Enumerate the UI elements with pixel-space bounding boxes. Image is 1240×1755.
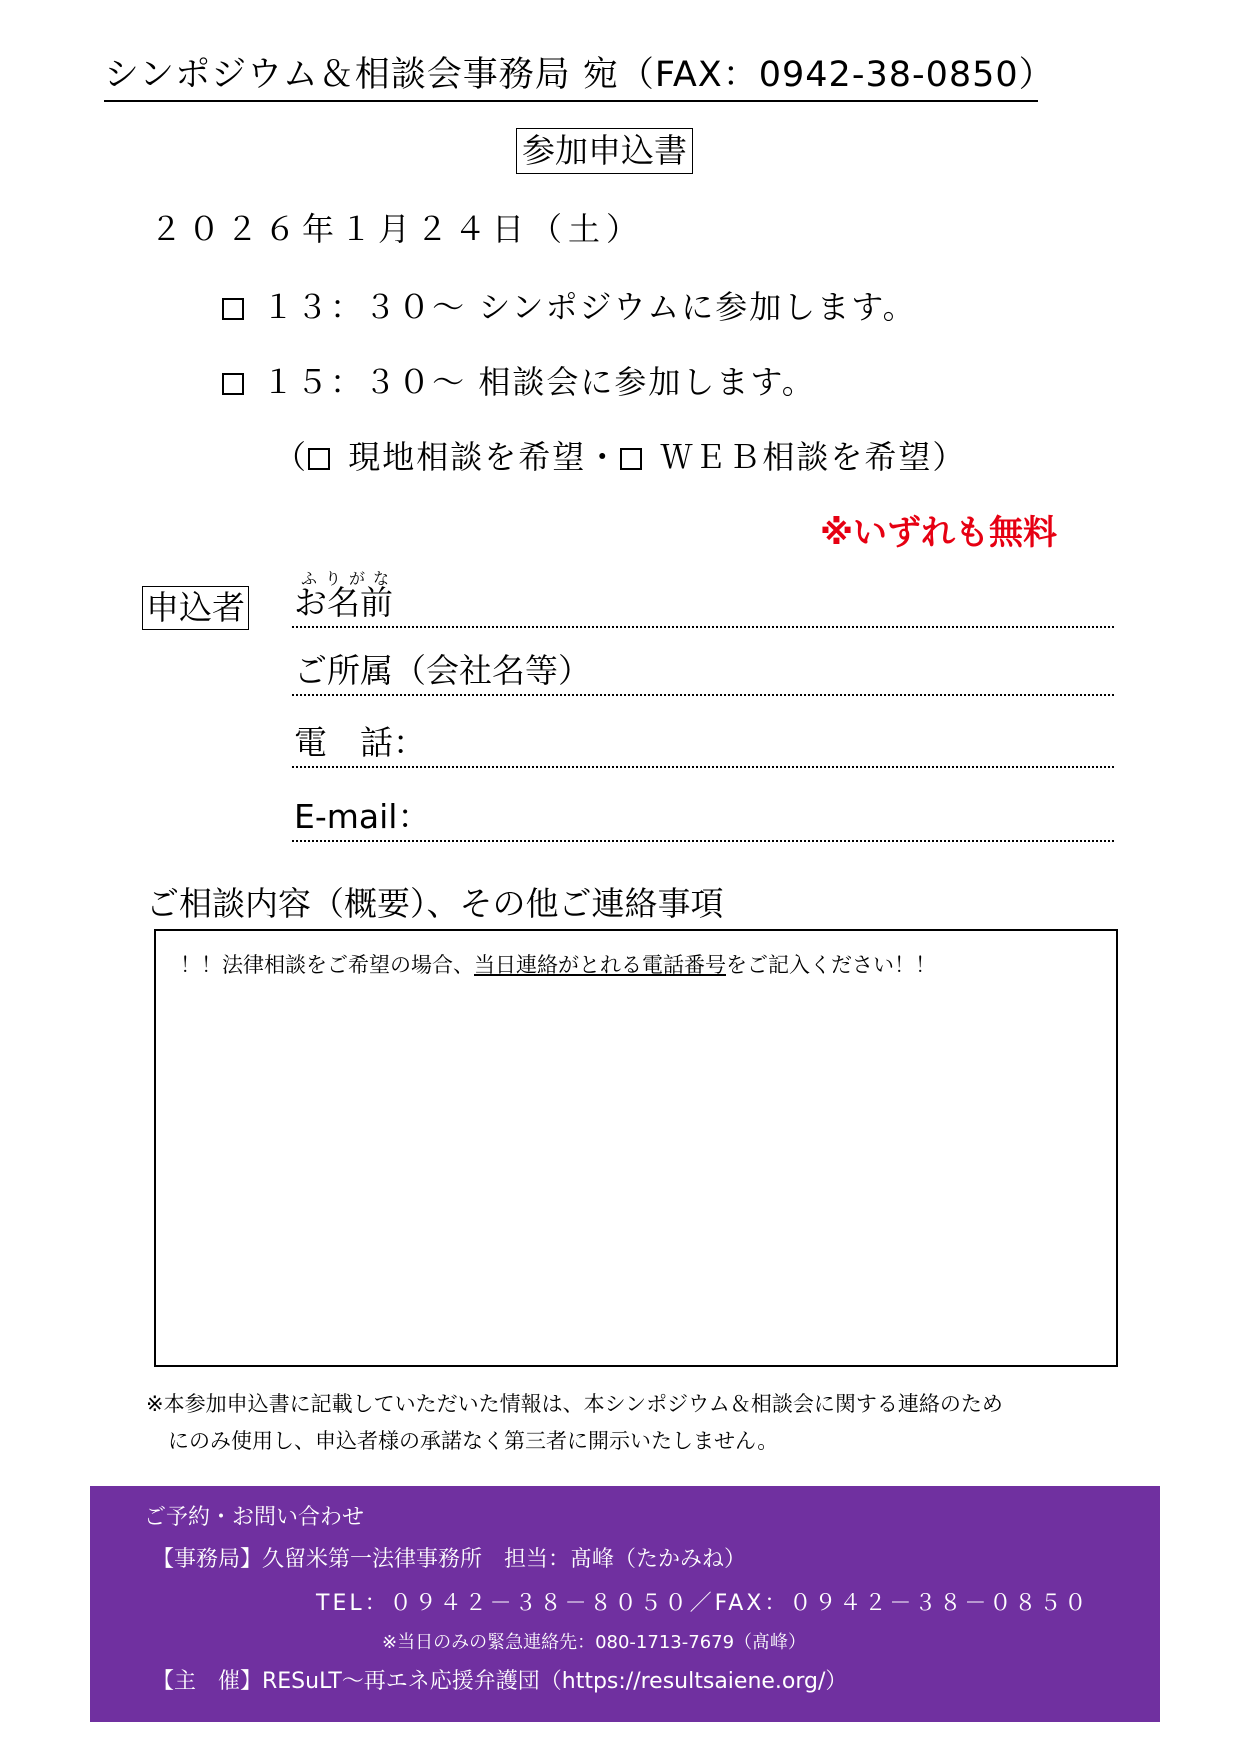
free-notice: ※いずれも無料: [820, 513, 1058, 553]
email-field[interactable]: [292, 796, 1114, 842]
symposium-checkbox[interactable]: [222, 298, 244, 320]
privacy-notice-line2: にのみ使用し、申込者様の承諾なく第三者に開示いたしません。: [168, 1429, 779, 1453]
affiliation-label: ご所属（会社名等）: [294, 651, 591, 690]
affiliation-field[interactable]: [292, 650, 1114, 696]
web-label: ＷＥＢ相談を希望）: [660, 438, 967, 476]
contact-tel-fax: TEL：０９４２－３８－８０５０／FAX：０９４２－３８－０８５０: [316, 1591, 1090, 1616]
contact-heading: ご予約・お問い合わせ: [144, 1505, 365, 1530]
consultation-checkbox[interactable]: [222, 373, 244, 395]
contact-emergency: ※当日のみの緊急連絡先：080-1713-7679（髙峰）: [382, 1632, 807, 1653]
symposium-label: １３：３０～ シンポジウムに参加します。: [262, 288, 917, 326]
consultation-heading: ご相談内容（概要）、その他ご連絡事項: [146, 884, 724, 923]
applicant-label: 申込者: [142, 586, 249, 630]
consultation-label: １５：３０～ 相談会に参加します。: [262, 363, 816, 401]
phone-label: 電 話：: [294, 723, 426, 762]
paren-open: （: [274, 438, 309, 476]
event-date: ２０２６年１月２４日（土）: [150, 210, 645, 248]
phone-field[interactable]: [292, 722, 1114, 768]
note-text-after: をご記入ください！！: [726, 953, 936, 977]
furigana-label: ふりがな: [301, 569, 398, 588]
addressee-header: シンポジウム＆相談会事務局 宛（FAX：0942-38-0850）: [104, 52, 1038, 102]
web-checkbox[interactable]: [620, 448, 642, 470]
email-label: E-mail：: [294, 797, 431, 836]
contact-office: 【事務局】久留米第一法律事務所 担当：髙峰（たかみね）: [152, 1547, 747, 1572]
consultation-type-options: [274, 432, 966, 478]
privacy-notice-line1: ※本参加申込書に記載していただいた情報は、本シンポジウム＆相談会に関する連絡のため: [146, 1392, 1003, 1416]
form-title: 参加申込書: [516, 128, 693, 174]
note-text-before: ！！法律相談をご希望の場合、: [180, 953, 474, 977]
consultation-note: [180, 949, 936, 979]
contact-panel: [90, 1486, 1160, 1722]
onsite-checkbox[interactable]: [308, 448, 330, 470]
note-text-underlined: 当日連絡がとれる電話番号: [474, 953, 726, 977]
consultation-textarea[interactable]: [154, 929, 1118, 1367]
option-symposium[interactable]: [222, 282, 917, 328]
name-label: お名前: [294, 583, 393, 622]
name-field[interactable]: [292, 582, 1114, 628]
option-consultation[interactable]: [222, 357, 816, 403]
onsite-label: 現地相談を希望・: [348, 438, 621, 476]
contact-organizer: 【主 催】RESuLT～再エネ応援弁護団（https://resultsaiene.org/）: [152, 1669, 848, 1694]
